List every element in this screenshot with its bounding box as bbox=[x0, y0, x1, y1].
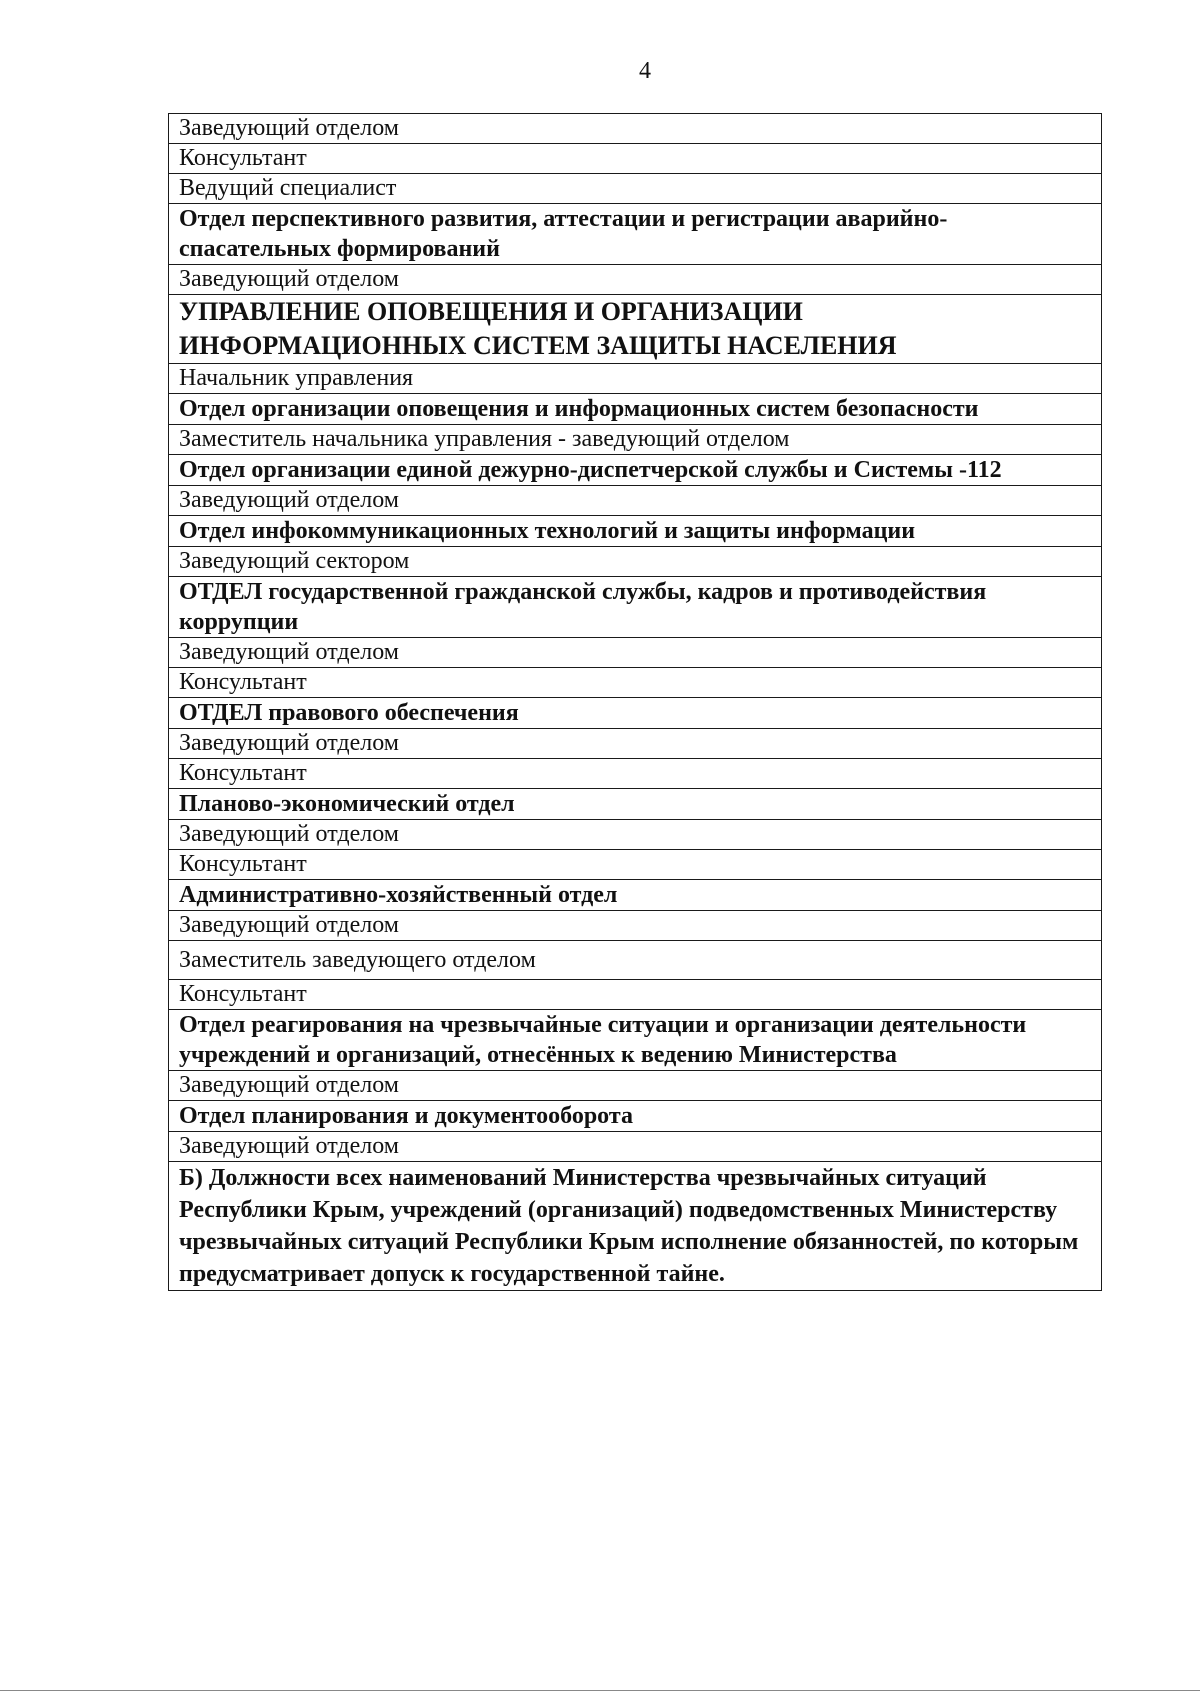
position-row bbox=[169, 668, 1102, 698]
department-row bbox=[169, 204, 1102, 265]
position-row bbox=[169, 547, 1102, 577]
position-row bbox=[169, 850, 1102, 880]
table-cell: Консультант bbox=[169, 144, 1102, 174]
department-row bbox=[169, 516, 1102, 547]
positions-table bbox=[168, 113, 1102, 1291]
table-cell: Б) Должности всех наименований Министерства чрезвычайных ситуаций Республики Крым, учреждений (организаций) подведомственных Министерству чрезвычайных ситуаций Республики Крым исполнение обязанностей, по которым предусматривает допуск к государственной тайне. bbox=[169, 1162, 1102, 1291]
position-row bbox=[169, 980, 1102, 1010]
department-row bbox=[169, 880, 1102, 911]
table-cell: Заведующий отделом bbox=[169, 638, 1102, 668]
table-cell: Заместитель заведующего отделом bbox=[169, 941, 1102, 980]
table-cell: Консультант bbox=[169, 668, 1102, 698]
table-cell: Отдел организации оповещения и информационных систем безопасности bbox=[169, 394, 1102, 425]
table-cell: Заведующий отделом bbox=[169, 820, 1102, 850]
position-row bbox=[169, 941, 1102, 980]
table-cell: ОТДЕЛ государственной гражданской службы, кадров и противодействия коррупции bbox=[169, 577, 1102, 638]
department-row bbox=[169, 394, 1102, 425]
table-cell: УПРАВЛЕНИЕ ОПОВЕЩЕНИЯ И ОРГАНИЗАЦИИ ИНФОРМАЦИОННЫХ СИСТЕМ ЗАЩИТЫ НАСЕЛЕНИЯ bbox=[169, 295, 1102, 364]
position-row bbox=[169, 486, 1102, 516]
table-cell: Заведующий отделом bbox=[169, 1132, 1102, 1162]
position-row bbox=[169, 911, 1102, 941]
position-row bbox=[169, 174, 1102, 204]
table-cell: Отдел инфокоммуникационных технологий и защиты информации bbox=[169, 516, 1102, 547]
position-row bbox=[169, 759, 1102, 789]
table-cell: Заведующий отделом bbox=[169, 114, 1102, 144]
table-cell: Заместитель начальника управления - заведующий отделом bbox=[169, 425, 1102, 455]
table-cell: Отдел реагирования на чрезвычайные ситуации и организации деятельности учреждений и организаций, отнесённых к ведению Министерства bbox=[169, 1010, 1102, 1071]
position-row bbox=[169, 265, 1102, 295]
table-cell: Заведующий сектором bbox=[169, 547, 1102, 577]
table-cell: Заведующий отделом bbox=[169, 911, 1102, 941]
table-cell: Консультант bbox=[169, 850, 1102, 880]
department-row bbox=[169, 1010, 1102, 1071]
position-row bbox=[169, 114, 1102, 144]
table-cell: Заведующий отделом bbox=[169, 486, 1102, 516]
directorate-row bbox=[169, 295, 1102, 364]
position-row bbox=[169, 729, 1102, 759]
table-cell: Заведующий отделом bbox=[169, 1071, 1102, 1101]
table-cell: Отдел планирования и документооборота bbox=[169, 1101, 1102, 1132]
department-row bbox=[169, 577, 1102, 638]
table-cell: ОТДЕЛ правового обеспечения bbox=[169, 698, 1102, 729]
table-cell: Начальник управления bbox=[169, 364, 1102, 394]
table-cell: Ведущий специалист bbox=[169, 174, 1102, 204]
bottom-divider bbox=[0, 1690, 1200, 1691]
position-row bbox=[169, 638, 1102, 668]
department-row bbox=[169, 698, 1102, 729]
position-row bbox=[169, 1132, 1102, 1162]
position-row bbox=[169, 364, 1102, 394]
table-cell: Заведующий отделом bbox=[169, 265, 1102, 295]
table-cell: Консультант bbox=[169, 980, 1102, 1010]
position-row bbox=[169, 425, 1102, 455]
position-row bbox=[169, 1071, 1102, 1101]
department-row bbox=[169, 455, 1102, 486]
position-row bbox=[169, 820, 1102, 850]
table-cell: Планово-экономический отдел bbox=[169, 789, 1102, 820]
page-number: 4 bbox=[639, 58, 651, 84]
table-cell: Отдел организации единой дежурно-диспетчерской службы и Системы -112 bbox=[169, 455, 1102, 486]
table-cell: Заведующий отделом bbox=[169, 729, 1102, 759]
department-row bbox=[169, 789, 1102, 820]
positions-table-body bbox=[169, 114, 1102, 1291]
table-cell: Административно-хозяйственный отдел bbox=[169, 880, 1102, 911]
note-row bbox=[169, 1162, 1102, 1291]
position-row bbox=[169, 144, 1102, 174]
department-row bbox=[169, 1101, 1102, 1132]
table-cell: Отдел перспективного развития, аттестации и регистрации аварийно-спасательных формирований bbox=[169, 204, 1102, 265]
table-cell: Консультант bbox=[169, 759, 1102, 789]
